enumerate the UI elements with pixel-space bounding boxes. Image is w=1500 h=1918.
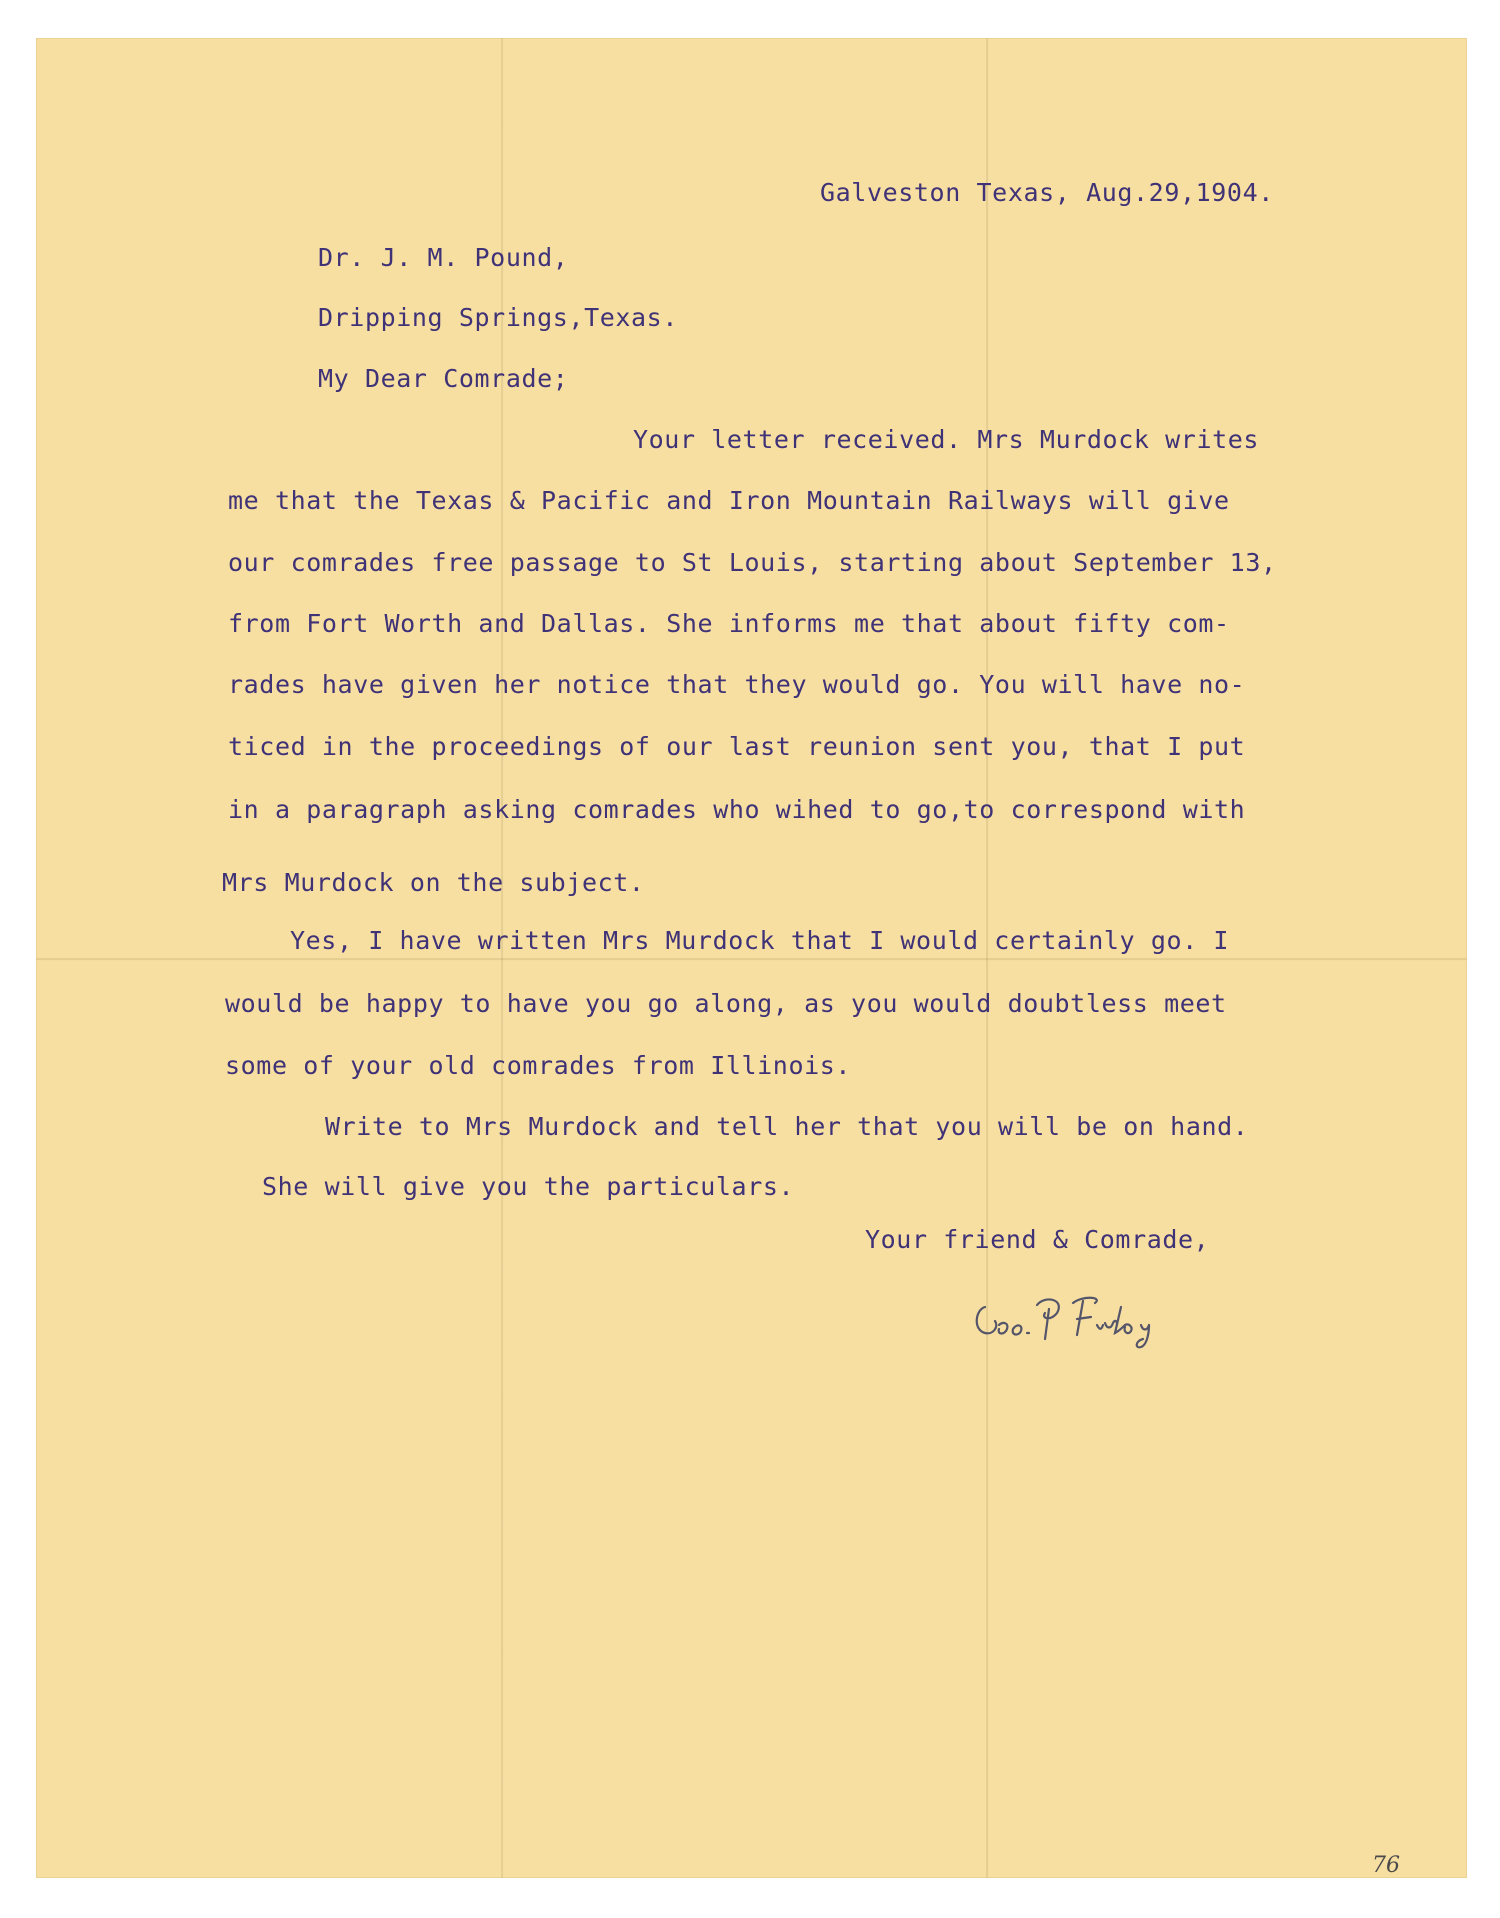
salutation: My Dear Comrade; [318, 364, 569, 393]
letter-sheet [36, 38, 1467, 1878]
fold-line-horizontal [36, 958, 1467, 960]
body-line: me that the Texas & Pacific and Iron Mountain Railways will give [228, 486, 1230, 515]
recipient-name: Dr. J. M. Pound, [318, 243, 569, 272]
body-line: in a paragraph asking comrades who wihed to go,to correspond with [228, 795, 1246, 824]
body-line: from Fort Worth and Dallas. She informs me that about fifty com- [228, 609, 1230, 638]
body-line: Write to Mrs Murdock and tell her that you will be on hand. [325, 1112, 1249, 1141]
body-line: ticed in the proceedings of our last reunion sent you, that I put [228, 732, 1246, 761]
signature-image [965, 1285, 1205, 1355]
closing: Your friend & Comrade, [865, 1225, 1210, 1254]
body-line: some of your old comrades from Illinois. [225, 1051, 852, 1080]
body-line: rades have given her notice that they would go. You will have no- [228, 670, 1246, 699]
body-line: She will give you the particulars. [262, 1172, 795, 1201]
body-line: would be happy to have you go along, as you would doubtless meet [225, 989, 1227, 1018]
body-line: Mrs Murdock on the subject. [222, 868, 645, 897]
body-line: Yes, I have written Mrs Murdock that I would certainly go. I [290, 926, 1230, 955]
recipient-place: Dripping Springs,Texas. [318, 303, 678, 332]
body-line: our comrades free passage to St Louis, starting about September 13, [228, 548, 1277, 577]
page-number: 76 [1372, 1853, 1400, 1878]
body-line: Your letter received. Mrs Murdock writes [633, 425, 1260, 454]
dateline: Galveston Texas, Aug.29,1904. [820, 178, 1274, 207]
